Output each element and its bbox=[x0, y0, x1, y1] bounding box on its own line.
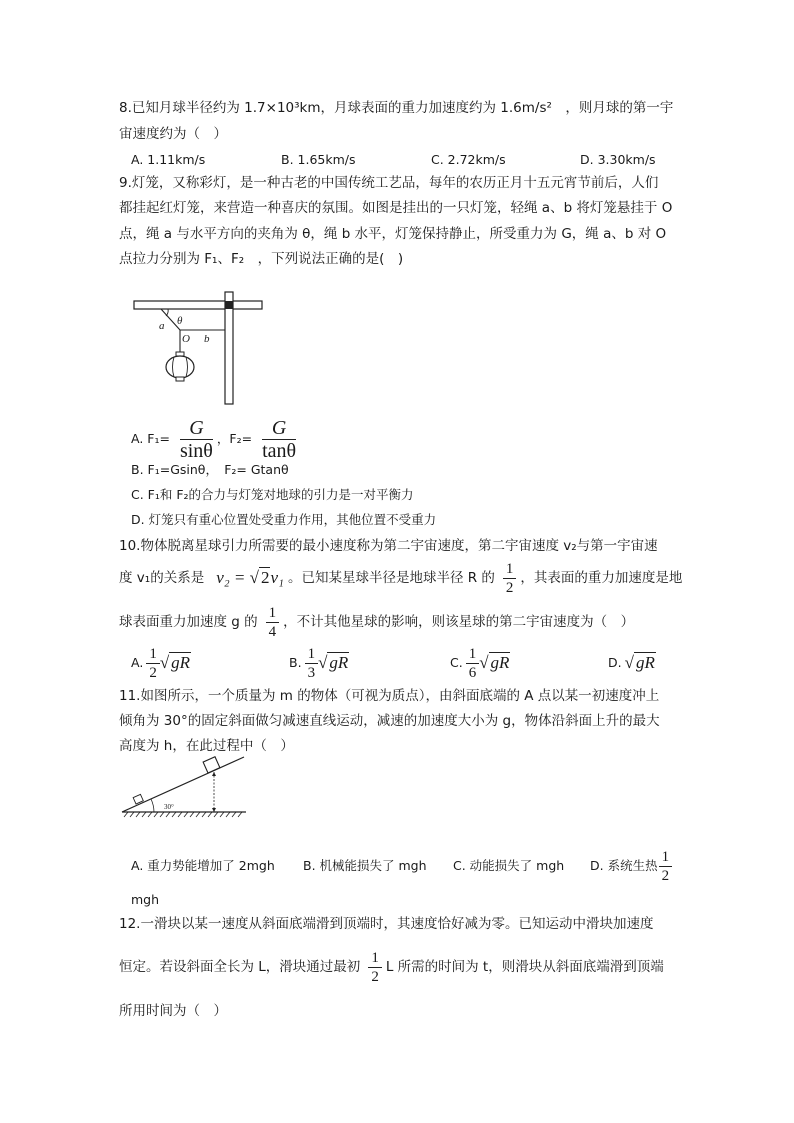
q11-option-d-frac bbox=[659, 848, 673, 885]
q12-frac-half bbox=[368, 949, 382, 986]
label-theta: θ bbox=[177, 315, 183, 327]
option-label: C. bbox=[450, 655, 463, 670]
q8-line1: 8.已知月球半径约为 1.7×10³km，月球表面的重力加速度约为 1.6m/s² ，则月球的第一宇 bbox=[119, 100, 674, 116]
radicand: gR bbox=[490, 653, 510, 672]
formula-lhs: v₂ = bbox=[216, 568, 250, 587]
formula-rhs: v₁ bbox=[270, 568, 284, 587]
q9-option-d: D. 灯笼只有重心位置处受重力作用，其他位置不受重力 bbox=[131, 512, 437, 527]
frac-numerator: 1 bbox=[266, 604, 280, 623]
q11-line3: 高度为 h，在此过程中（ ） bbox=[119, 738, 294, 754]
q11-option-d-text: D. 系统生热 bbox=[590, 858, 658, 873]
q10-line3-a: 球表面重力加速度 g 的 bbox=[119, 614, 258, 630]
q10-option-a bbox=[131, 645, 191, 681]
q10-frac-half bbox=[503, 560, 517, 597]
q9-option-a-mid: ，F₂= bbox=[216, 431, 253, 446]
q8-option-c: C. 2.72km/s bbox=[431, 152, 506, 167]
option-sqrt: √ gR bbox=[318, 653, 349, 672]
radicand: gR bbox=[635, 653, 655, 672]
option-frac bbox=[146, 645, 160, 682]
option-sqrt: √ gR bbox=[479, 653, 510, 672]
q10-option-b bbox=[289, 645, 349, 681]
q11-option-c: C. 动能损失了 mgh bbox=[453, 858, 565, 873]
q11-option-d-tail: mgh bbox=[131, 892, 160, 907]
q8-line2: 宙速度约为（ ） bbox=[119, 126, 227, 142]
option-frac bbox=[305, 645, 319, 682]
frac-numerator: 1 bbox=[305, 645, 319, 664]
q9-line4: 点拉力分别为 F₁、F₂ ，下列说法正确的是( ) bbox=[119, 251, 404, 267]
q9-line1: 9.灯笼，又称彩灯，是一种古老的中国传统工艺品，每年的农历正月十五元宵节前后，人们 bbox=[119, 175, 659, 191]
option-label: D. bbox=[608, 655, 622, 670]
q8-option-d: D. 3.30km/s bbox=[580, 152, 656, 167]
q9-option-b: B. F₁=Gsinθ， F₂= Gtanθ bbox=[131, 462, 289, 477]
q8-option-b: B. 1.65km/s bbox=[281, 152, 356, 167]
frac-denominator: 2 bbox=[149, 664, 157, 681]
option-frac bbox=[466, 645, 480, 682]
radicand: gR bbox=[329, 653, 349, 672]
frac-denominator: 2 bbox=[661, 867, 670, 884]
label-b: b bbox=[204, 333, 210, 345]
q10-line2-b: 。已知某星球半径是地球半径 R 的 bbox=[287, 570, 495, 586]
q10-line3-b: ，不计其他星球的影响，则该星球的第二宇宙速度为（ ） bbox=[283, 614, 635, 630]
q10-option-c bbox=[450, 645, 510, 681]
q11-line1: 11.如图所示，一个质量为 m 的物体（可视为质点），由斜面底端的 A 点以某一初速度冲上 bbox=[119, 688, 660, 704]
q10-line2 bbox=[119, 560, 683, 596]
q9-option-a-frac1 bbox=[180, 417, 213, 462]
label-o: O bbox=[182, 333, 190, 345]
lantern-figure bbox=[128, 290, 268, 408]
frac-denominator: 2 bbox=[505, 579, 514, 596]
q12-line2 bbox=[119, 949, 664, 985]
q10-line2-a: 度 v₁的关系是 bbox=[119, 570, 205, 586]
frac-numerator: G bbox=[262, 417, 296, 440]
q10-line3 bbox=[119, 604, 634, 640]
q12-line3: 所用时间为（ ） bbox=[119, 1003, 227, 1019]
q12-line1: 12.一滑块以某一速度从斜面底端滑到顶端时，其速度恰好减为零。已知运动中滑块加速度 bbox=[119, 916, 654, 932]
q9-option-c: C. F₁和 F₂的合力与灯笼对地球的引力是一对平衡力 bbox=[131, 487, 414, 502]
angle-label: 30° bbox=[164, 803, 174, 811]
q9-option-a bbox=[131, 416, 296, 462]
q9-option-a-prefix: A. F₁= bbox=[131, 431, 170, 446]
label-a: a bbox=[159, 320, 165, 332]
q12-line2-a: 恒定。若设斜面全长为 L，滑块通过最初 bbox=[119, 959, 361, 975]
q10-option-d bbox=[608, 645, 656, 681]
frac-denominator: tanθ bbox=[262, 439, 297, 462]
q11-option-b: B. 机械能损失了 mgh bbox=[303, 858, 427, 873]
frac-numerator: 1 bbox=[659, 848, 673, 867]
frac-numerator: 1 bbox=[503, 560, 517, 579]
frac-denominator: 3 bbox=[307, 664, 316, 681]
frac-numerator: 1 bbox=[368, 949, 382, 968]
q11-option-d bbox=[590, 848, 672, 884]
frac-numerator: G bbox=[180, 417, 213, 440]
radicand: gR bbox=[171, 653, 191, 672]
option-sqrt: √ gR bbox=[159, 653, 191, 672]
q10-frac-quarter bbox=[266, 604, 280, 641]
option-label: A. bbox=[131, 655, 144, 670]
q11-option-a: A. 重力势能增加了 2mgh bbox=[131, 858, 275, 873]
frac-denominator: sinθ bbox=[179, 439, 213, 462]
option-label: B. bbox=[289, 655, 302, 670]
q10-line2-c: ，其表面的重力加速度是地 bbox=[520, 570, 683, 586]
frac-numerator: 1 bbox=[466, 645, 480, 664]
q9-line3: 点，绳 a 与水平方向的夹角为 θ，绳 b 水平，灯笼保持静止，所受重力为 G，绳 a、b 对 O bbox=[119, 226, 667, 242]
q9-option-a-frac2 bbox=[262, 417, 296, 462]
q9-line2: 都挂起红灯笼，来营造一种喜庆的氛围。如图是挂出的一只灯笼，轻绳 a、b 将灯笼悬挂于 O bbox=[119, 200, 673, 216]
frac-denominator: 6 bbox=[468, 664, 477, 681]
q8-option-a: A. 1.11km/s bbox=[131, 152, 206, 167]
frac-numerator: 1 bbox=[146, 645, 160, 664]
option-sqrt: √ gR bbox=[624, 653, 655, 672]
incline-figure bbox=[120, 755, 248, 821]
q10-formula bbox=[216, 568, 284, 588]
formula-radicand: 2 bbox=[260, 568, 270, 587]
q11-line2: 倾角为 30°的固定斜面做匀减速直线运动，减速的加速度大小为 g，物体沿斜面上升的最大 bbox=[119, 713, 660, 729]
q10-line1: 10.物体脱离星球引力所需要的最小速度称为第二宇宙速度，第二宇宙速度 v₂与第一宇宙速 bbox=[119, 538, 658, 554]
frac-denominator: 4 bbox=[268, 623, 277, 640]
frac-denominator: 2 bbox=[371, 968, 379, 985]
formula-sqrt: √ 2 bbox=[249, 568, 270, 587]
q12-line2-b: L 所需的时间为 t，则滑块从斜面底端滑到顶端 bbox=[385, 959, 664, 975]
